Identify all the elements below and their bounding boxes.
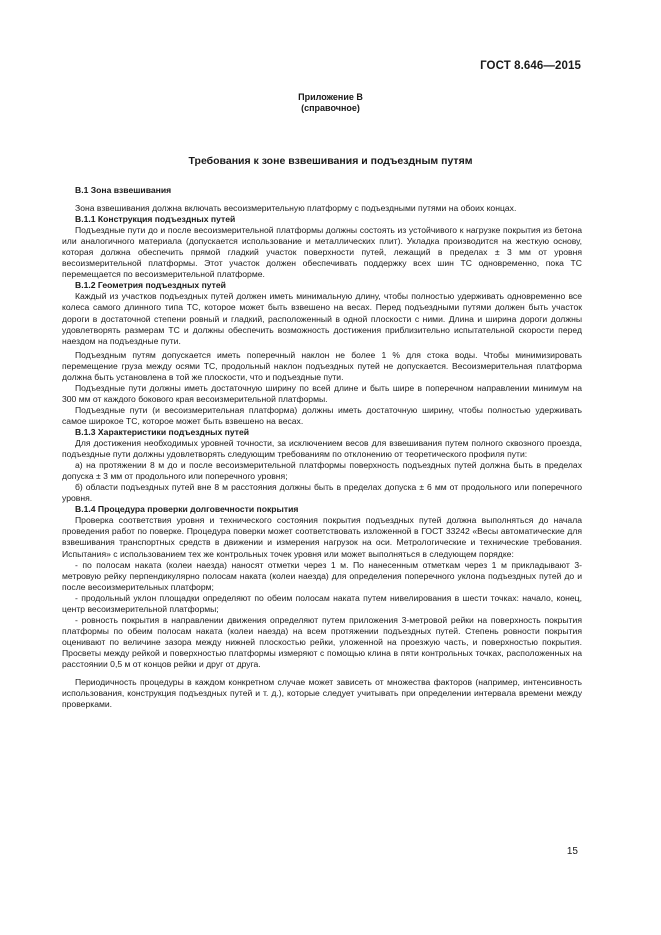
page-number: 15 (566, 846, 578, 857)
section-heading-b14: В.1.4 Процедура проверки долговечности покрытия (75, 504, 299, 515)
section-heading-b1: В.1 Зона взвешивания (75, 185, 172, 195)
paragraph: Для достижения необходимых уровней точности, за исключением весов для взвешивания путем полного сквозного проезда, подъездные пути должны удовлетворять следующим требованиям по отклонению от теоретического профиля пути: (62, 438, 582, 460)
section-heading-b13: В.1.3 Характеристики подъездных путей (75, 426, 250, 437)
paragraph: Каждый из участков подъездных путей должен иметь минимальную длину, чтобы полностью удерживать одновременно все колеса самого длинного типа ТС, которое может быть взвешено на весах. Перед подъездными путями должен быть участок дороги в достаточной степени ровный и гладкий, расположенный в одной плоскости с ними. Длина и ширина дороги должны удовлетворять размерам ТС и должны обеспечить возможность достижения приблизительно испытательной скорости перед наездом на подъездные пути. (62, 291, 582, 346)
document-code: ГОСТ 8.646—2015 (480, 60, 581, 72)
list-item: - ровность покрытия в направлении движения определяют путем приложения 3-метровой рейки на поверхность покрытия платформы по обеим полосам наката (колеи наезда) на всем протяжении подъездных путей. Степень ровности покрытия оценивают по величине зазора между нижней плоскостью рейки, уложенной на проезжую часть, и поверхностью покрытия. Просветы между рейкой и поверхностью платформы измеряют с помощью клина в пяти контрольных точках, расположенных на расстоянии 0,5 м от концов рейки и друг от друга. (62, 614, 582, 669)
annex-heading (0, 92, 661, 114)
list-item: - по полосам наката (колеи наезда) наносят отметки через 1 м. По нанесенным отметкам через 1 м прикладывают 3-метровую рейку перпендикулярно полосам наката (колеи наезда) для определения поперечного уклона подъездных путей до и после весоизмерительных платформ; (62, 559, 582, 592)
paragraph: Проверка соответствия уровня и технического состояния покрытия подъездных путей должна выполняться до начала проведения работ по поверке. Процедура поверки может соответствовать изложенной в ГОСТ 33242 «Весы автоматические для взвешивания транспортных средств в движении и измерения нагрузок на оси. Метрологические и технические требования. Испытания» с использованием тех же контрольных точек уровня или может выполняться в следующем порядке: (62, 515, 582, 559)
annex-label: Приложение В (298, 92, 363, 102)
list-item: б) области подъездных путей вне 8 м расстояния должны быть в пределах допуска ± 6 мм от продольного или поперечного уровня. (62, 482, 582, 504)
list-item: - продольный уклон площадки определяют по обеим полосам наката путем нивелирования в шести точках: начало, конец, центр весоизмерительной платформы; (62, 592, 582, 614)
list-item: а) на протяжении 8 м до и после весоизмерительной платформы поверхность подъездных путей должна быть в пределах допуска ± 3 мм от продольного или поперечного уровня; (62, 460, 582, 482)
paragraph: Периодичность процедуры в каждом конкретном случае может зависеть от множества факторов (например, интенсивность использования, конструкция подъездных путей и т. д.), которые следует учитывать при определении интервала времени между проверками. (62, 677, 582, 710)
document-body (62, 185, 582, 710)
paragraph: Подъездные пути (и весоизмерительная платформа) должны иметь достаточную ширину, чтобы полностью удерживать самое широкое ТС, которое может быть взвешено на весах. (62, 404, 582, 426)
section-heading-b11: В.1.1 Конструкция подъездных путей (75, 214, 236, 225)
paragraph: Подъездные пути до и после весоизмерительной платформы должны состоять из устойчивого к нагрузке покрытия из бетона или аналогичного материала (допускается использование и металлических плит). Укладка производится на жесткую основу, которая должна обеспечить прямой гладкий участок поверхности путей, лежащий в пределах ± 3 мм от уровня весоизмерительной платформы. Этот участок должен обеспечивать поддержку всех шин ТС одновременно, пока ТС перемещается по весоизмерительной платформе. (62, 225, 582, 280)
annex-type: (справочное) (301, 103, 360, 113)
paragraph: Подъездным путям допускается иметь поперечный наклон не более 1 % для стока воды. Чтобы минимизировать перемещение груза между осями ТС, продольный наклон подъездных путей не допускается. Весоизмерительная платформа должна быть установлена в той же плоскости, что и подъездные пути. (62, 349, 582, 382)
section-heading-b12: В.1.2 Геометрия подъездных путей (75, 280, 226, 291)
paragraph: Подъездные пути должны иметь достаточную ширину по всей длине и быть шире в поперечном направлении минимум на 300 мм от каждого бокового края весоизмерительной платформы. (62, 382, 582, 404)
annex-title: Требования к зоне взвешивания и подъездным путям (188, 155, 473, 167)
paragraph: Зона взвешивания должна включать весоизмерительную платформу с подъездными путями на обоих концах. (75, 203, 517, 214)
